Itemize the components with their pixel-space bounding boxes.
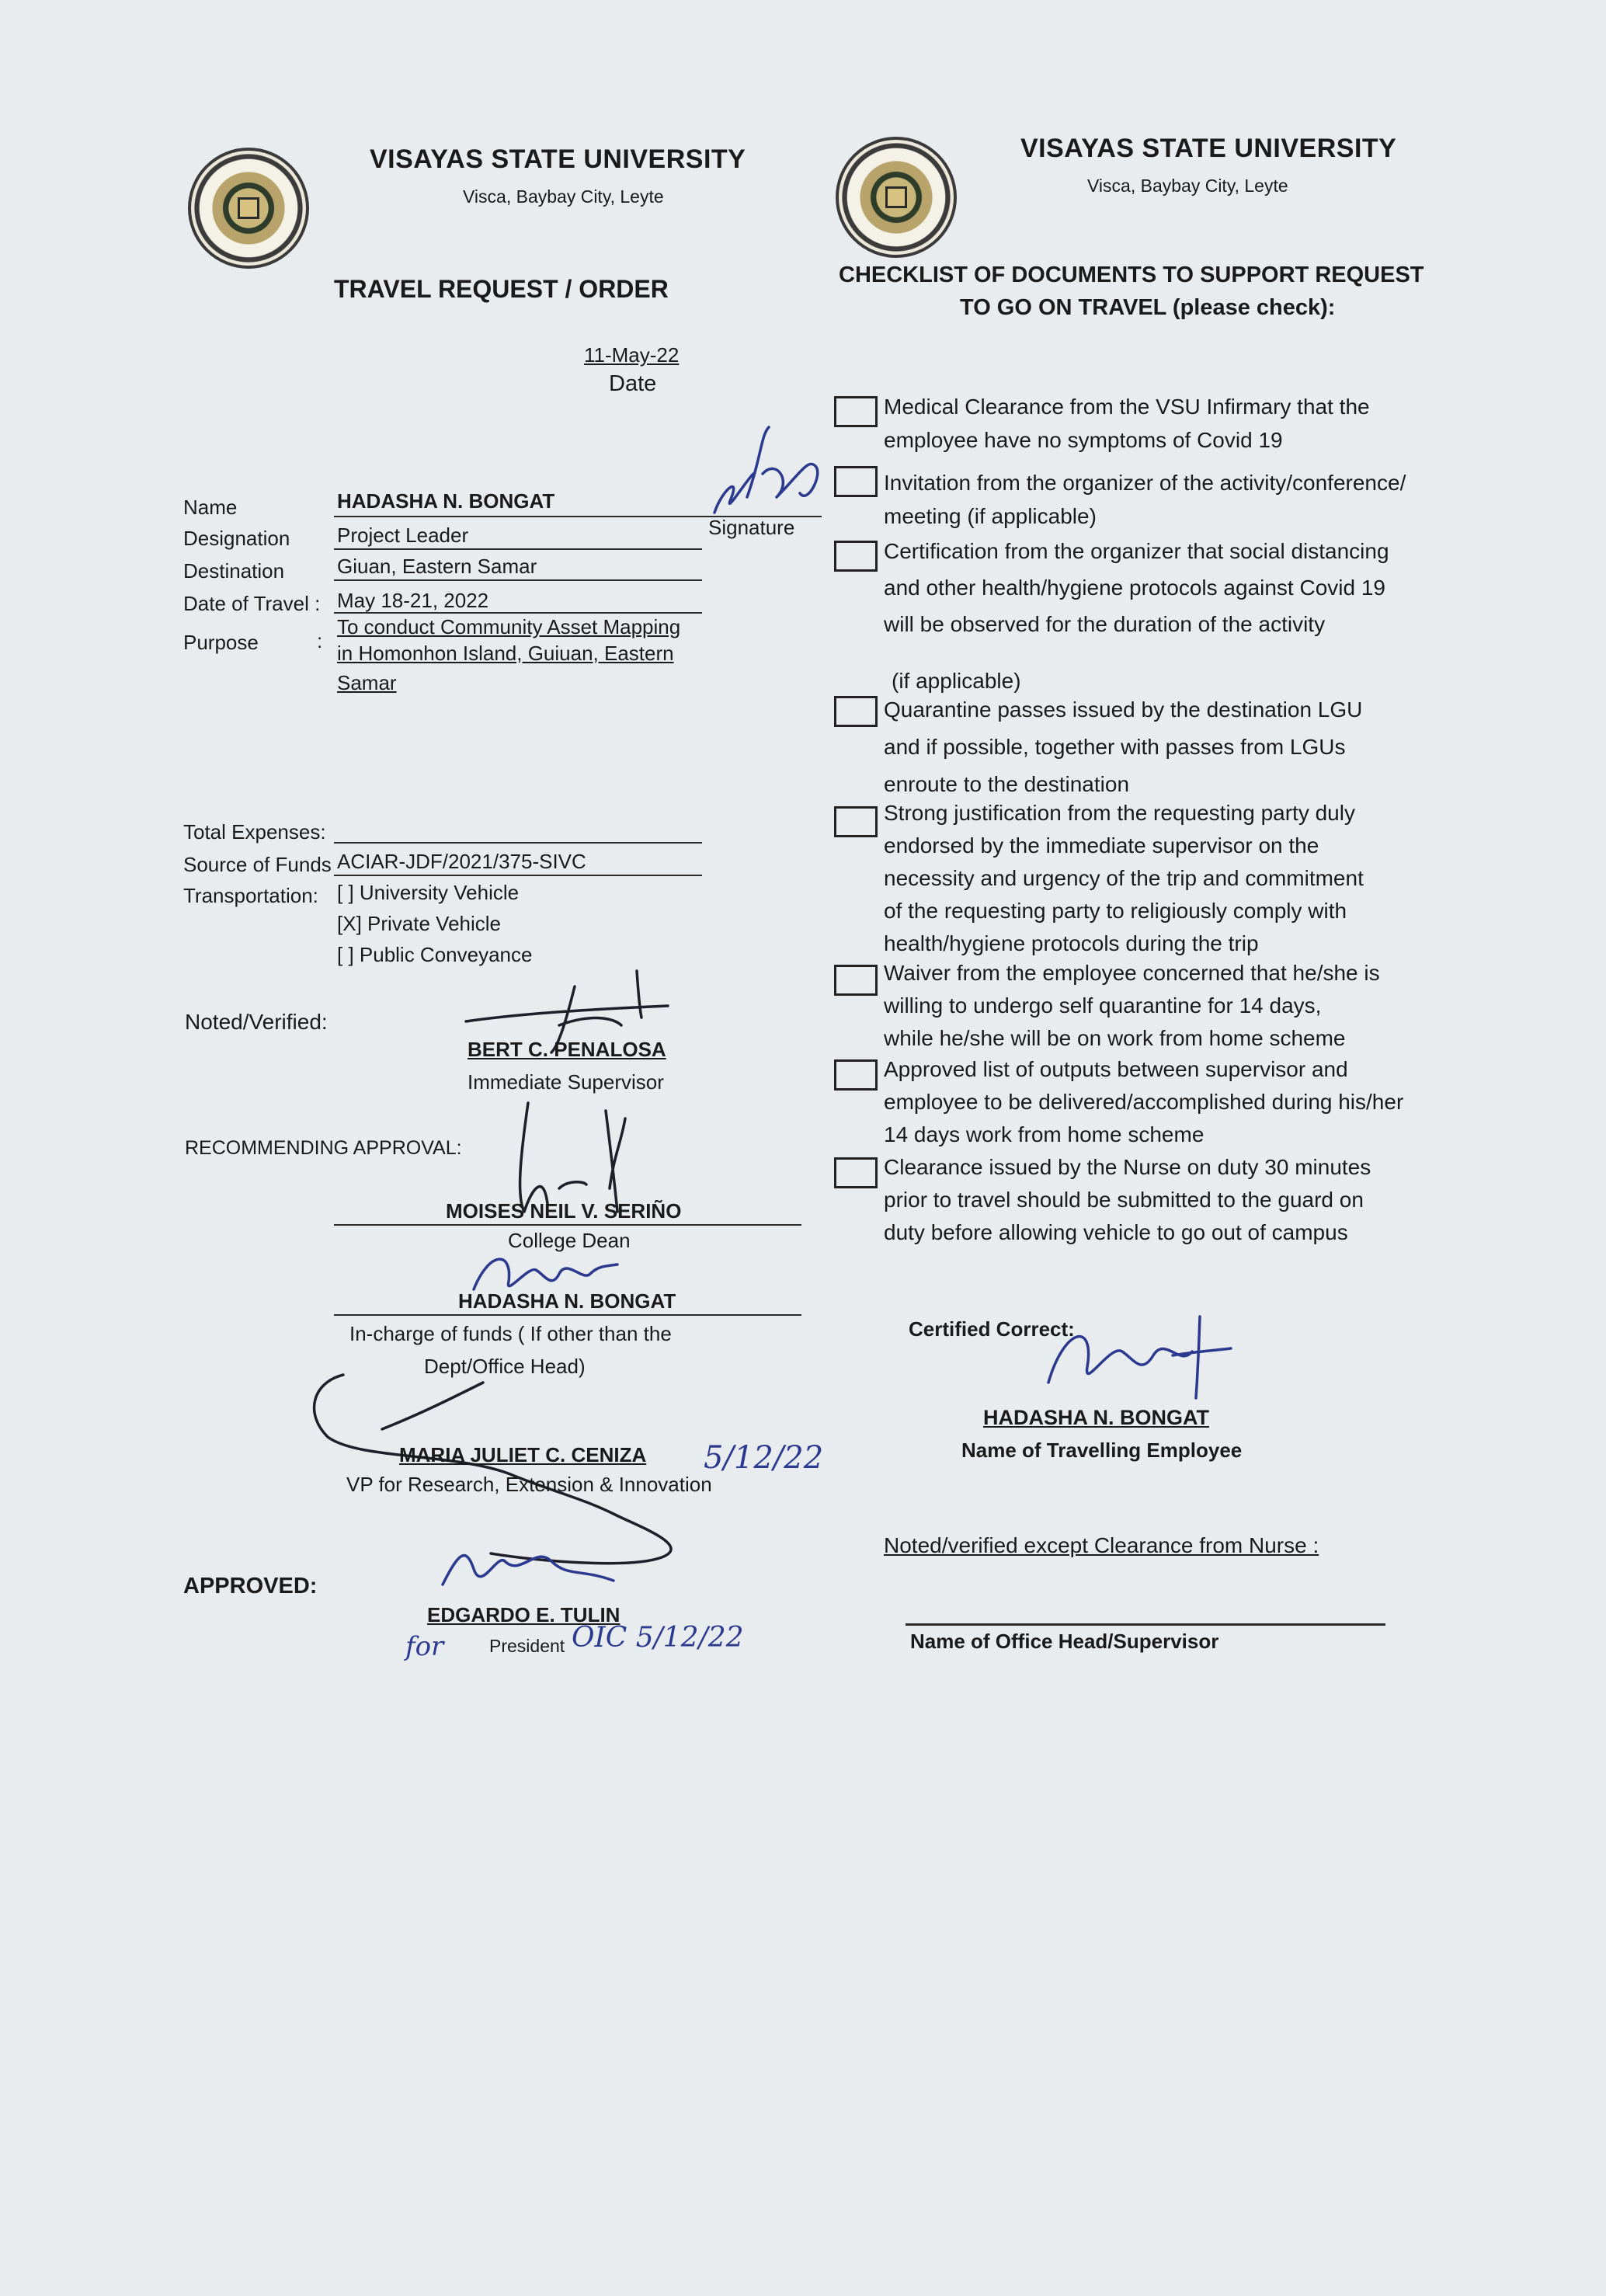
- checkbox-quarantine-passes[interactable]: [834, 696, 878, 727]
- checklist-item-invitation: Invitation from the organizer of the activity/conference/ meeting (if applicable): [884, 471, 1406, 528]
- dean-name: MOISES NEIL V. SERIÑO: [446, 1199, 682, 1223]
- university-address-left: Visca, Baybay City, Leyte: [463, 186, 664, 207]
- checkbox-social-distancing-cert[interactable]: [834, 541, 878, 572]
- checklist-item-nurse: Clearance issued by the Nurse on duty 30 minutes prior to travel should be submitted to the guard on duty before allowing vehicle to go out of campus: [884, 1155, 1371, 1244]
- checklist-title-1: CHECKLIST OF DOCUMENTS TO SUPPORT REQUEST: [839, 263, 1424, 287]
- date-label: Date: [609, 371, 657, 396]
- checklist-item-medical: Medical Clearance from the VSU Infirmary that the employee have no symptoms of Covid 19: [884, 395, 1370, 452]
- president-handwritten-for: for: [405, 1631, 444, 1662]
- university-seal-left: [188, 148, 309, 269]
- supervisor-title: Immediate Supervisor: [468, 1070, 664, 1094]
- destination-underline: [334, 579, 702, 581]
- transportation-label: Transportation:: [183, 884, 318, 907]
- source-of-funds-underline: [334, 875, 702, 876]
- university-name-right: VISAYAS STATE UNIVERSITY: [1020, 134, 1397, 163]
- date-of-travel-value: May 18-21, 2022: [337, 589, 489, 612]
- office-head-title: Name of Office Head/Supervisor: [910, 1630, 1219, 1653]
- date-of-travel-underline: [334, 612, 702, 614]
- purpose-line-3: Samar: [337, 671, 397, 694]
- approved-label: APPROVED:: [183, 1574, 318, 1599]
- checkbox-invitation[interactable]: [834, 466, 878, 497]
- total-expenses-label: Total Expenses:: [183, 820, 326, 844]
- applicant-signature: [699, 427, 823, 528]
- certified-correct-label: Certified Correct:: [909, 1317, 1075, 1341]
- dean-title: College Dean: [508, 1229, 631, 1252]
- university-address-right: Visca, Baybay City, Leyte: [1087, 176, 1288, 196]
- checkbox-strong-justification[interactable]: [834, 806, 878, 837]
- travelling-employee-name: HADASHA N. BONGAT: [983, 1406, 1209, 1429]
- checklist-item-social-distancing: Certification from the organizer that social distancing and other health/hygiene protocols against Covid 19 will be observed for the duration of the activity (if applicable): [884, 539, 1389, 693]
- designation-label: Designation: [183, 527, 290, 550]
- funds-incharge-title-1: In-charge of funds ( If other than the: [349, 1322, 672, 1345]
- purpose-colon: :: [317, 629, 323, 652]
- name-value: HADASHA N. BONGAT: [337, 489, 555, 513]
- purpose-line-1: To conduct Community Asset Mapping: [337, 615, 681, 638]
- name-underline: [334, 516, 822, 517]
- dean-underline: [334, 1224, 801, 1226]
- supervisor-name: BERT C. PENALOSA: [468, 1038, 666, 1061]
- noted-verified-label: Noted/Verified:: [185, 1010, 328, 1034]
- noted-except-nurse-label: Noted/verified except Clearance from Nurse :: [884, 1533, 1319, 1557]
- university-seal-right: [836, 137, 957, 258]
- president-handwritten-note: OIC 5/12/22: [572, 1622, 744, 1654]
- transport-option-public: [ ] Public Conveyance: [337, 943, 533, 966]
- university-name-left: VISAYAS STATE UNIVERSITY: [370, 144, 746, 174]
- checkbox-nurse-clearance[interactable]: [834, 1157, 878, 1188]
- purpose-line-2: in Homonhon Island, Guiuan, Eastern: [337, 642, 674, 665]
- checkbox-approved-outputs[interactable]: [834, 1059, 878, 1091]
- designation-underline: [334, 548, 702, 550]
- checklist-item-waiver: Waiver from the employee concerned that he/she is willing to undergo self quarantine for 14 days, while he/she will be on work from home scheme: [884, 961, 1380, 1050]
- vp-title: VP for Research, Extension & Innovation: [346, 1473, 712, 1496]
- purpose-label: Purpose: [183, 631, 259, 654]
- checkbox-waiver[interactable]: [834, 965, 878, 996]
- date-of-travel-label: Date of Travel :: [183, 592, 321, 615]
- president-signature: [435, 1538, 621, 1600]
- office-head-underline: [906, 1623, 1385, 1626]
- president-title: President: [489, 1636, 565, 1656]
- recommending-approval-label: RECOMMENDING APPROVAL:: [185, 1137, 462, 1159]
- travelling-employee-title: Name of Travelling Employee: [961, 1438, 1243, 1462]
- name-label: Name: [183, 496, 238, 519]
- president-name: EDGARDO E. TULIN: [427, 1603, 620, 1626]
- checklist-item-outputs: Approved list of outputs between supervisor and employee to be delivered/accomplished during his/her 14 days work from home scheme: [884, 1057, 1404, 1146]
- source-of-funds-value: ACIAR-JDF/2021/375-SIVC: [337, 850, 586, 873]
- designation-value: Project Leader: [337, 524, 469, 547]
- checkbox-medical-clearance[interactable]: [834, 396, 878, 427]
- funds-incharge-name: HADASHA N. BONGAT: [458, 1289, 676, 1313]
- funds-incharge-underline: [334, 1314, 801, 1316]
- form-title: TRAVEL REQUEST / ORDER: [334, 275, 669, 303]
- signature-label: Signature: [708, 516, 795, 539]
- transport-option-private: [X] Private Vehicle: [337, 912, 501, 935]
- checklist-title-2: TO GO ON TRAVEL (please check):: [960, 295, 1336, 320]
- travelling-employee-signature: [1033, 1313, 1235, 1406]
- transport-option-university: [ ] University Vehicle: [337, 881, 520, 904]
- source-of-funds-label: Source of Funds: [183, 853, 332, 876]
- checklist-item-justification: Strong justification from the requesting party duly endorsed by the immediate supervisor on the necessity and urgency of the trip and commitment of the requesting party to religiously comply with health/hygiene protocols during the trip: [884, 801, 1364, 955]
- dean-signature: [513, 1095, 668, 1251]
- total-expenses-underline: [334, 842, 702, 844]
- destination-label: Destination: [183, 559, 285, 583]
- vp-name: MARIA JULIET C. CENIZA: [399, 1443, 647, 1466]
- checklist-item-quarantine: Quarantine passes issued by the destination LGU and if possible, together with passes from LGUs enroute to the destination: [884, 697, 1363, 796]
- date-value: 11-May-22: [584, 343, 680, 367]
- destination-value: Giuan, Eastern Samar: [337, 555, 537, 578]
- funds-incharge-title-2: Dept/Office Head): [424, 1355, 586, 1378]
- vp-handwritten-date: 5/12/22: [704, 1440, 824, 1476]
